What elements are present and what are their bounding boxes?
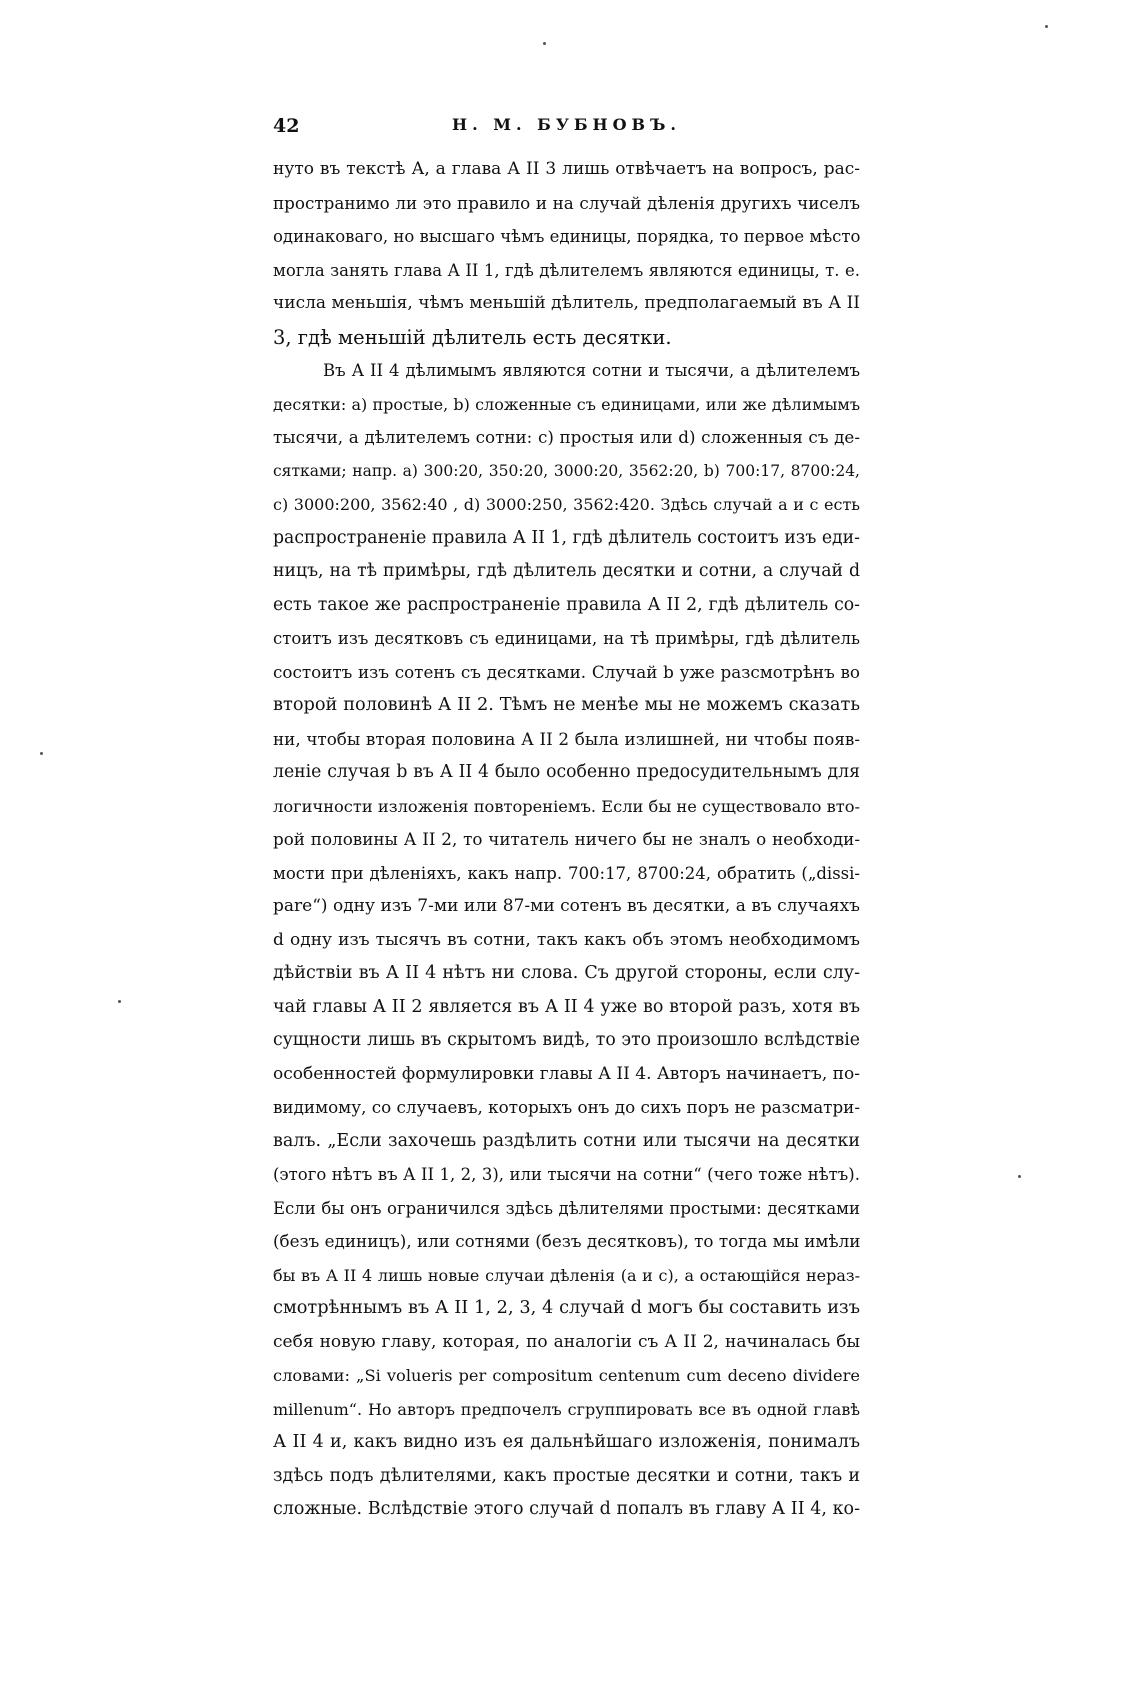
text-line: нуто въ текстѣ А, а глава А II 3 лишь отвѣчаетъ на вопросъ, рас- (273, 159, 860, 179)
text-line: себя новую главу, которая, по аналогіи съ А II 2, начиналась бы (273, 1331, 860, 1352)
text-line: особенностей формулировки главы А II 4. Авторъ начинаетъ, по- (273, 1063, 860, 1084)
text-line: pare“) одну изъ 7-ми или 87-ми сотенъ въ десятки, а въ случаяхъ (273, 896, 860, 916)
body-text (273, 153, 860, 1527)
text-line: (этого нѣтъ въ А II 1, 2, 3), или тысячи на сотни“ (чего тоже нѣтъ). (273, 1165, 860, 1184)
text-line: логичности изложенія повтореніемъ. Если бы не существовало вто- (273, 796, 860, 816)
running-head (273, 115, 860, 145)
running-head-author: Н. М. БУБНОВЪ. (452, 115, 681, 134)
text-line: 3, гдѣ меньшій дѣлитель есть десятки. (273, 325, 672, 349)
text-line: ницъ, на тѣ примѣры, гдѣ дѣлитель десятки и сотни, а случай d (273, 561, 860, 581)
text-line: сложные. Вслѣдствіе этого случай d попалъ въ главу А II 4, ко- (273, 1499, 860, 1519)
text-line: Въ А II 4 дѣлимымъ являются сотни и тысячи, а дѣлителемъ (323, 361, 860, 380)
text-line: распространеніе правила А II 1, гдѣ дѣлитель состоитъ изъ еди- (273, 527, 860, 548)
scan-speck (1018, 1175, 1021, 1178)
text-line: здѣсь подъ дѣлителями, какъ простые десятки и сотни, такъ и (273, 1465, 860, 1486)
text-line: рой половины А II 2, то читатель ничего бы не зналъ о необходи- (273, 829, 860, 849)
text-line: c) 3000:200, 3562:40 , d) 3000:250, 3562:420. Здѣсь случай a и c есть (273, 495, 860, 514)
scan-speck (118, 1000, 121, 1003)
text-line: могла занять глава А II 1, гдѣ дѣлителемъ являются единицы, т. е. (273, 260, 860, 280)
text-line: (безъ единицъ), или сотнями (безъ десятковъ), то тогда мы имѣли (273, 1231, 861, 1251)
text-line: сущности лишь въ скрытомъ видѣ, то это произошло вслѣдствіе (273, 1030, 860, 1050)
text-line: смотрѣннымъ въ А II 1, 2, 3, 4 случай d могъ бы составить изъ (273, 1298, 860, 1318)
text-line: видимому, со случаевъ, которыхъ онъ до сихъ поръ не разсматри- (273, 1097, 860, 1117)
text-line: чай главы А II 2 является въ А II 4 уже во второй разъ, хотя въ (273, 996, 860, 1017)
scan-speck (1045, 25, 1048, 28)
text-line: дѣйствіи въ А II 4 нѣтъ ни слова. Съ другой стороны, если слу- (273, 963, 860, 983)
text-line: ни, чтобы вторая половина А II 2 была излишней, ни чтобы появ- (273, 728, 860, 749)
text-line: сятками; напр. a) 300:20, 350:20, 3000:20, 3562:20, b) 700:17, 8700:24, (273, 461, 860, 480)
text-line: словами: „Si volueris per compositum centenum cum deceno dividere (273, 1366, 860, 1385)
scan-speck (40, 752, 43, 755)
text-line: второй половинѣ А II 2. Тѣмъ не менѣе мы не можемъ сказать (273, 695, 860, 715)
text-line: леніе случая b въ А II 4 было особенно предосудительнымъ для (273, 762, 860, 782)
scan-speck (543, 42, 546, 45)
text-line: тысячи, а дѣлителемъ сотни: c) простыя или d) сложенныя съ де- (273, 427, 860, 447)
text-line: А II 4 и, какъ видно изъ ея дальнѣйшаго изложенія, понималъ (273, 1432, 860, 1452)
page-number: 42 (273, 115, 300, 137)
text-line: Если бы онъ ограничился здѣсь дѣлителями простыми: десятками (273, 1198, 860, 1218)
text-line: валъ. „Если захочешь раздѣлить сотни или тысячи на десятки (273, 1130, 860, 1151)
text-line: пространимо ли это правило и на случай дѣленія другихъ чиселъ (273, 192, 860, 213)
text-line: состоитъ изъ сотенъ съ десятками. Случай b уже разсмотрѣнъ во (273, 661, 860, 682)
text-line: бы въ А II 4 лишь новые случаи дѣленія (a и c), а остающійся нераз- (273, 1265, 860, 1285)
text-line: числа меньшія, чѣмъ меньшій дѣлитель, предполагаемый въ А II (273, 293, 860, 313)
text-line: мости при дѣленіяхъ, какъ напр. 700:17, 8700:24, обратить („dissi- (273, 863, 860, 883)
text-line: десятки: a) простые, b) сложенные съ единицами, или же дѣлимымъ (273, 394, 860, 414)
text-line: одинаковаго, но высшаго чѣмъ единицы, порядка, то первое мѣсто (273, 227, 861, 246)
text-line: есть такое же распространеніе правила А II 2, гдѣ дѣлитель со- (273, 594, 860, 615)
text-line: d одну изъ тысячъ въ сотни, такъ какъ объ этомъ необходимомъ (273, 929, 860, 950)
text-line: millenum“. Но авторъ предпочелъ сгруппировать все въ одной главѣ (273, 1399, 860, 1419)
text-line: стоитъ изъ десятковъ съ единицами, на тѣ примѣры, гдѣ дѣлитель (273, 629, 860, 648)
